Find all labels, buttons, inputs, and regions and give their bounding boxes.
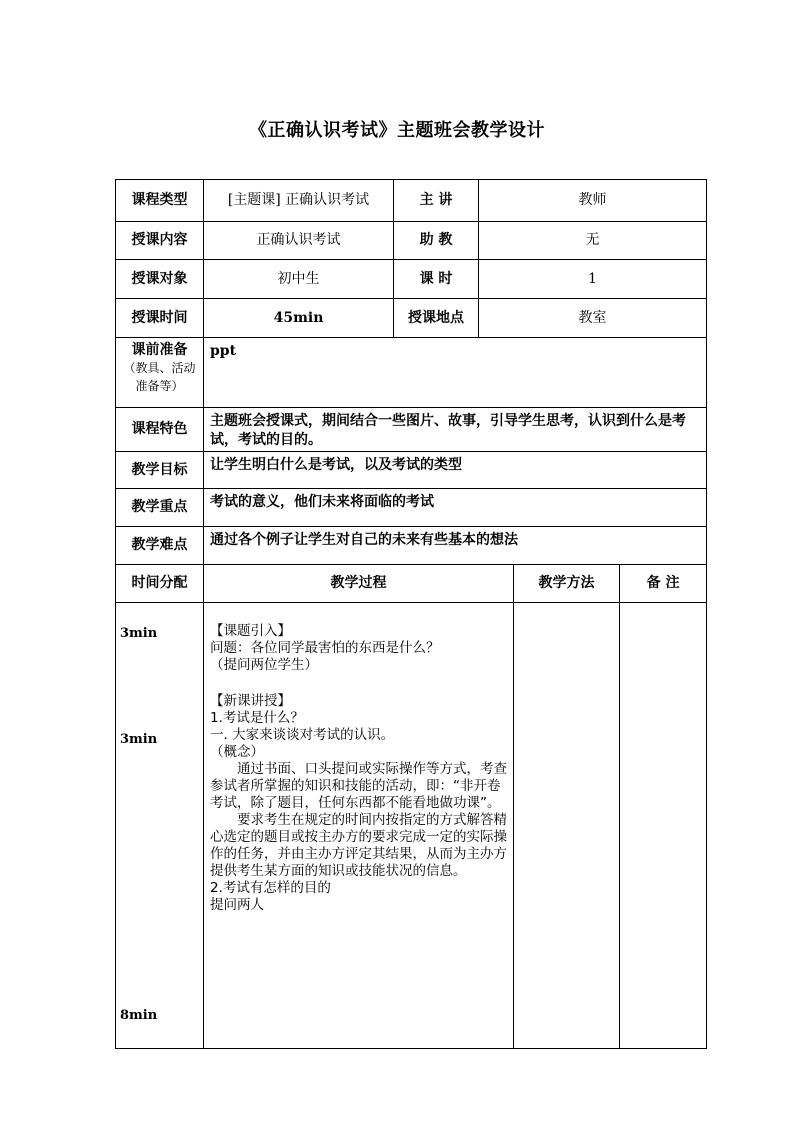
concept-label: （概念）: [210, 744, 264, 760]
location-value: 教室: [479, 299, 707, 338]
assistant-label: 助 教: [394, 222, 479, 260]
content-label: 授课内容: [116, 222, 204, 260]
lecturer-value: 教师: [479, 180, 707, 222]
question-2-note: 提问两人: [210, 897, 264, 913]
teaching-process-cell: [204, 603, 514, 1049]
row-course-type: [116, 180, 707, 222]
row-focus: [116, 489, 707, 527]
course-type-label: 课程类型: [116, 180, 204, 222]
time-new-lesson: 3min: [120, 732, 158, 747]
concept-paragraph-1: 通过书面、口头提问或实际操作等方式，考查参试者所掌握的知识和技能的活动，即：“非开卷考试，除了题目，任何东西都不能看地做功课”。: [210, 761, 507, 811]
header-note: 备 注: [620, 565, 707, 603]
page-title: 《正确认识考试》主题班会教学设计: [249, 120, 545, 141]
assistant-value: 无: [479, 222, 707, 260]
time-intro: 3min: [120, 626, 158, 641]
prep-value: ppt: [204, 338, 707, 408]
teaching-method-cell: [514, 603, 620, 1049]
feature-label: 课程特色: [116, 408, 204, 452]
question-1: 1.考试是什么？: [210, 710, 304, 726]
focus-value: 考试的意义，他们未来将面临的考试: [204, 489, 707, 527]
goal-label: 教学目标: [116, 452, 204, 489]
audience-label: 授课对象: [116, 260, 204, 299]
content-value: 正确认识考试: [204, 222, 394, 260]
row-goal: [116, 452, 707, 489]
row-process-header: [116, 565, 707, 603]
intro-heading: 【课题引入】: [210, 623, 291, 639]
intro-note: （提问两位学生）: [210, 657, 318, 673]
audience-value: 初中生: [204, 260, 394, 299]
row-process: [116, 603, 707, 1049]
prep-label: 课前准备: [131, 342, 188, 358]
row-time: [116, 299, 707, 338]
goal-value: 让学生明白什么是考试，以及考试的类型: [204, 452, 707, 489]
location-label: 授课地点: [394, 299, 479, 338]
lesson-plan-table: [115, 179, 707, 1049]
intro-question: 问题：各位同学最害怕的东西是什么？: [210, 640, 440, 656]
question-2: 2.考试有怎样的目的: [210, 880, 331, 896]
row-feature: [116, 408, 707, 452]
time-label: 授课时间: [116, 299, 204, 338]
row-content: [116, 222, 707, 260]
course-type-value: [主题课] 正确认识考试: [204, 180, 394, 222]
focus-label: 教学重点: [116, 489, 204, 527]
prep-sublabel: （教具、活动准备等）: [123, 361, 196, 393]
time-purpose: 8min: [120, 1008, 158, 1023]
lecturer-label: 主 讲: [394, 180, 479, 222]
header-process: 教学过程: [204, 565, 514, 603]
time-value: 45min: [204, 299, 394, 338]
feature-value: 主题班会授课式，期间结合一些图片、故事，引导学生思考，认识到什么是考试，考试的目的。: [204, 408, 707, 452]
prep-label-cell: [116, 338, 204, 408]
new-lesson-heading: 【新课讲授】: [210, 693, 291, 709]
concept-paragraph-2: 要求考生在规定的时间内按指定的方式解答精心选定的题目或按主办方的要求完成一定的实际操作的任务，并由主办方评定其结果，从而为主办方提供考生某方面的知识或技能状况的信息。: [210, 812, 507, 879]
remarks-cell: [620, 603, 707, 1049]
header-time: 时间分配: [116, 565, 204, 603]
time-allocation-cell: [116, 603, 204, 1049]
row-difficulty: [116, 527, 707, 565]
hours-label: 课 时: [394, 260, 479, 299]
row-audience: [116, 260, 707, 299]
difficulty-label: 教学难点: [116, 527, 204, 565]
header-method: 教学方法: [514, 565, 620, 603]
difficulty-value: 通过各个例子让学生对自己的未来有些基本的想法: [204, 527, 707, 565]
row-prep: [116, 338, 707, 408]
hours-value: 1: [479, 260, 707, 299]
question-1-sub: 一. 大家来谈谈对考试的认识。: [210, 727, 395, 743]
